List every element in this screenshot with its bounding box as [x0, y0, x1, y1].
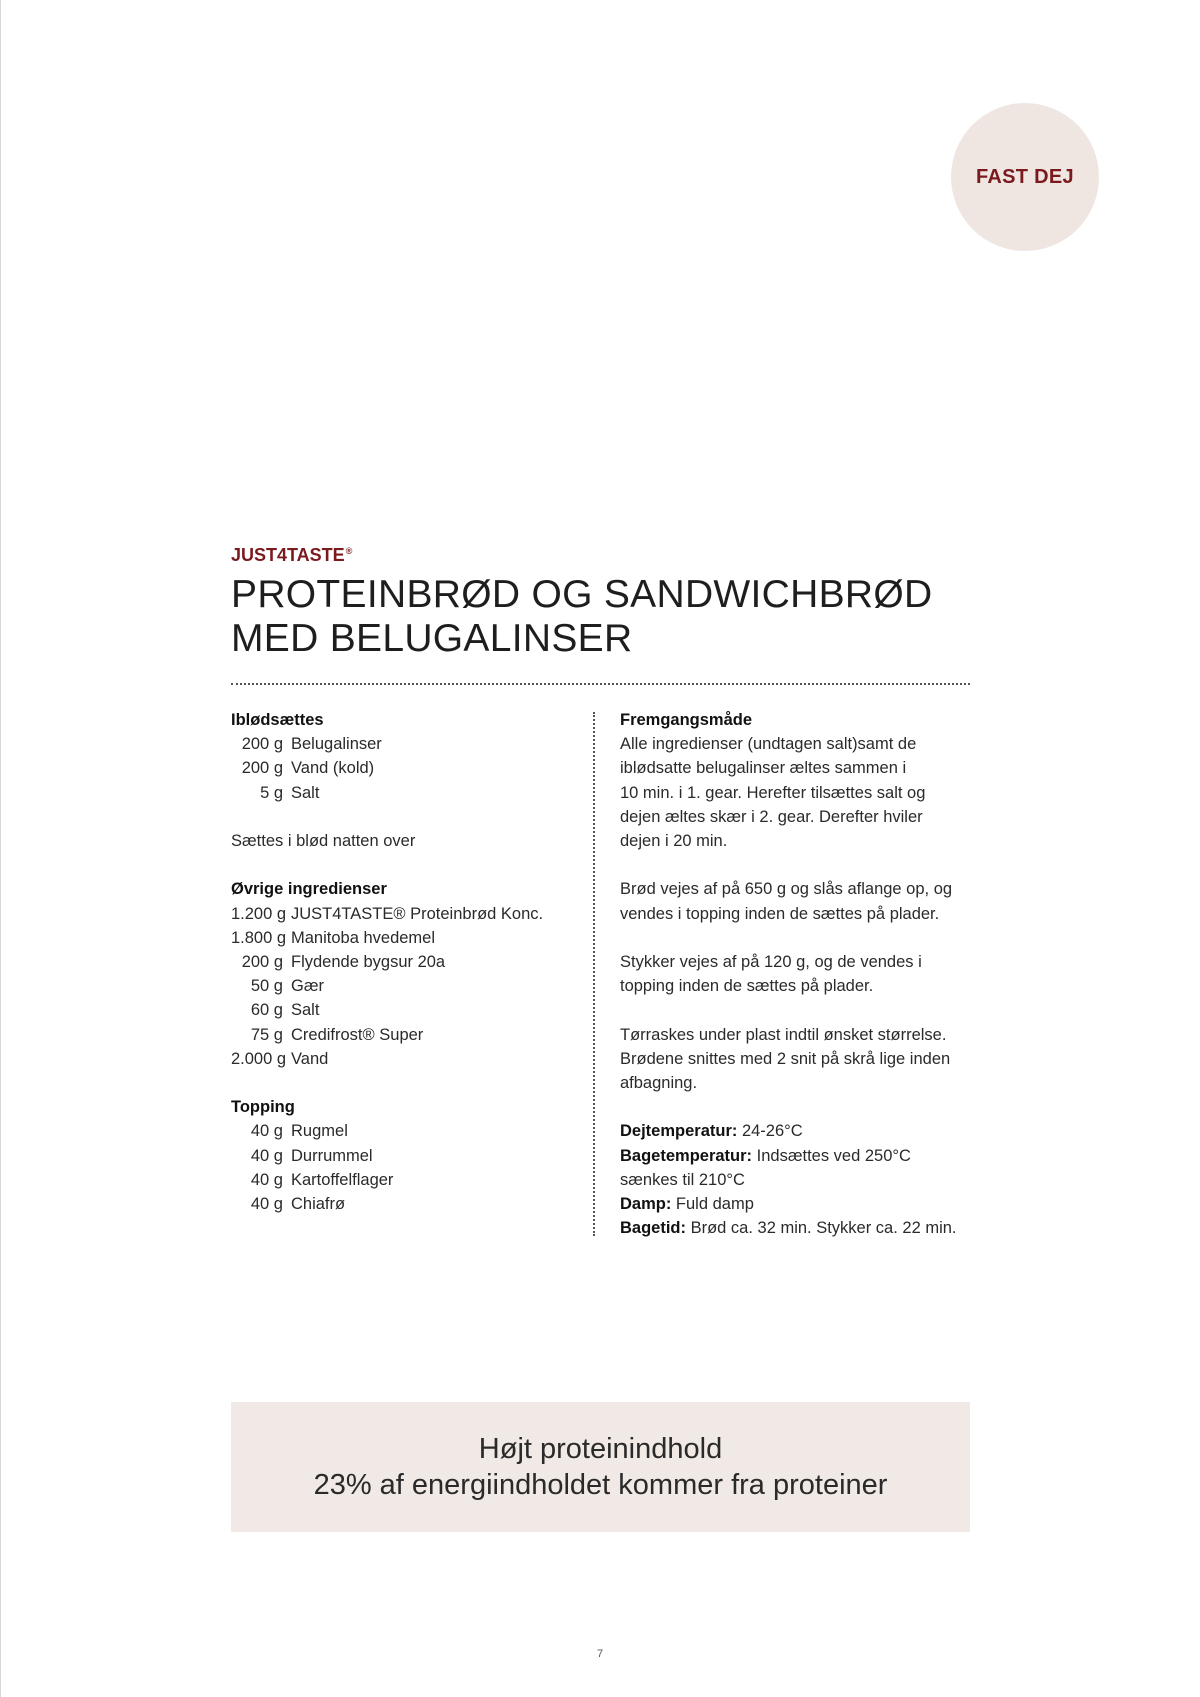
spec-label: Dejtemperatur:: [620, 1122, 738, 1141]
baking-specs: [620, 1119, 975, 1240]
brand-name: [231, 545, 352, 566]
page-edge: [0, 0, 1, 1697]
method-line: topping inden de sættes på plader.: [620, 977, 874, 996]
category-badge: [951, 103, 1099, 251]
recipe-title: [231, 573, 991, 661]
ingredient-amount: 200 g: [241, 953, 283, 971]
soak-note: Sættes i blød natten over: [231, 832, 416, 850]
ingredient-amount: 5 g: [260, 783, 283, 802]
recipe-title-line1: PROTEINBRØD OG SANDWICHBRØD: [231, 573, 933, 616]
baking-time: [620, 1216, 975, 1240]
spec-value: Fuld damp: [671, 1195, 754, 1213]
other-ingredients-heading: Øvrige ingredienser: [231, 880, 387, 899]
method-paragraph: [620, 1023, 975, 1096]
method-line: vendes i topping inden de sættes på plader.: [620, 904, 940, 923]
ingredient-amount: 1.200 g: [231, 904, 287, 923]
ingredient-name: JUST4TASTE® Proteinbrød Konc.: [291, 904, 544, 923]
method-line: iblødsatte belugalinser æltes sammen i: [620, 759, 907, 778]
baking-temperature-line2: sænkes til 210°C: [620, 1170, 745, 1189]
ingredient-amount: 200 g: [241, 759, 283, 778]
ingredient-name: Chiafrø: [291, 1195, 346, 1214]
ingredient-row: [231, 756, 571, 780]
ingredient-name: Salt: [291, 1001, 320, 1020]
method-line: Tørraskes under plast indtil ønsket størrelse.: [620, 1025, 947, 1044]
ingredient-amount: 1.800 g: [231, 928, 287, 947]
method-heading: Fremgangsmåde: [620, 711, 753, 729]
page-number: 7: [596, 1648, 604, 1660]
method-line: Brødene snittes med 2 snit på skrå lige inden: [620, 1049, 951, 1068]
ingredient-name: Vand (kold): [291, 759, 375, 778]
ingredient-amount: 40 g: [250, 1146, 283, 1165]
ingredient-amount: 40 g: [250, 1122, 283, 1141]
method-line: Alle ingredienser (undtagen salt)samt de: [620, 735, 917, 754]
ingredient-name: Kartoffelflager: [291, 1170, 394, 1189]
ingredient-amount: 40 g: [250, 1170, 283, 1189]
method-line: afbagning.: [620, 1074, 698, 1092]
ingredient-name: Belugalinser: [291, 735, 382, 754]
ingredient-amount: 75 g: [250, 1025, 283, 1044]
ingredient-row: [231, 781, 571, 805]
ingredient-row: [231, 1023, 571, 1047]
method-line: dejen i 20 min.: [620, 832, 728, 851]
ingredient-row: [231, 1119, 571, 1143]
steam: [620, 1192, 975, 1216]
ingredient-name: Durrummel: [291, 1146, 373, 1165]
method-paragraph: [620, 877, 975, 925]
callout-line1: Højt proteinindhold: [478, 1433, 723, 1465]
dough-temperature: [620, 1119, 975, 1143]
registered-mark: ®: [345, 546, 353, 556]
spec-label: Bagetid:: [620, 1219, 686, 1238]
ingredient-name: Credifrost® Super: [291, 1025, 424, 1044]
category-badge-label: FAST DEJ: [976, 165, 1074, 188]
spec-label: Damp:: [620, 1195, 672, 1213]
ingredient-row: [231, 998, 571, 1022]
method-line: Brød vejes af på 650 g og slås aflange op, og: [620, 880, 953, 899]
baking-temperature: [620, 1144, 975, 1168]
ingredient-row: [231, 902, 571, 926]
ingredient-row: [231, 974, 571, 998]
method-column: [620, 708, 975, 1240]
ingredient-name: Rugmel: [291, 1122, 348, 1141]
ingredient-row: [231, 1192, 571, 1216]
method-line: Stykker vejes af på 120 g, og de vendes i: [620, 953, 922, 971]
ingredient-name: Gær: [291, 977, 324, 996]
ingredient-row: [231, 1168, 571, 1192]
ingredient-name: Salt: [291, 783, 320, 802]
ingredient-name: Vand: [291, 1049, 329, 1068]
ingredient-name: Flydende bygsur 20a: [291, 953, 446, 971]
column-divider: [593, 712, 595, 1236]
ingredient-amount: 2.000 g: [231, 1049, 287, 1068]
spec-value: 24-26°C: [737, 1122, 803, 1141]
ingredient-amount: 50 g: [250, 977, 283, 996]
spec-value: Indsættes ved 250°C: [752, 1146, 911, 1165]
method-line: dejen æltes skær i 2. gear. Derefter hviler: [620, 807, 923, 826]
spec-value: Brød ca. 32 min. Stykker ca. 22 min.: [686, 1219, 957, 1238]
ingredient-amount: 60 g: [250, 1001, 283, 1020]
method-paragraph: [620, 950, 975, 998]
protein-callout: [231, 1402, 970, 1532]
ingredient-amount: 40 g: [250, 1195, 283, 1214]
ingredient-amount: 200 g: [241, 735, 283, 754]
dotted-divider: [231, 683, 970, 685]
spec-label: Bagetemperatur:: [620, 1146, 753, 1165]
soak-heading: Iblødsættes: [231, 711, 324, 729]
ingredients-column: [231, 708, 571, 1216]
method-paragraph: [620, 732, 975, 853]
recipe-title-line2: MED BELUGALINSER: [231, 617, 633, 660]
ingredient-row: [231, 1047, 571, 1071]
ingredient-name: Manitoba hvedemel: [291, 928, 436, 947]
ingredient-row: [231, 926, 571, 950]
brand-text: JUST4TASTE: [231, 545, 345, 565]
ingredient-row: [231, 950, 571, 974]
ingredient-row: [231, 732, 571, 756]
callout-line2: 23% af energiindholdet kommer fra proteiner: [313, 1469, 888, 1501]
topping-heading: Topping: [231, 1098, 295, 1117]
ingredient-row: [231, 1144, 571, 1168]
method-line: 10 min. i 1. gear. Herefter tilsættes salt og: [620, 783, 926, 802]
